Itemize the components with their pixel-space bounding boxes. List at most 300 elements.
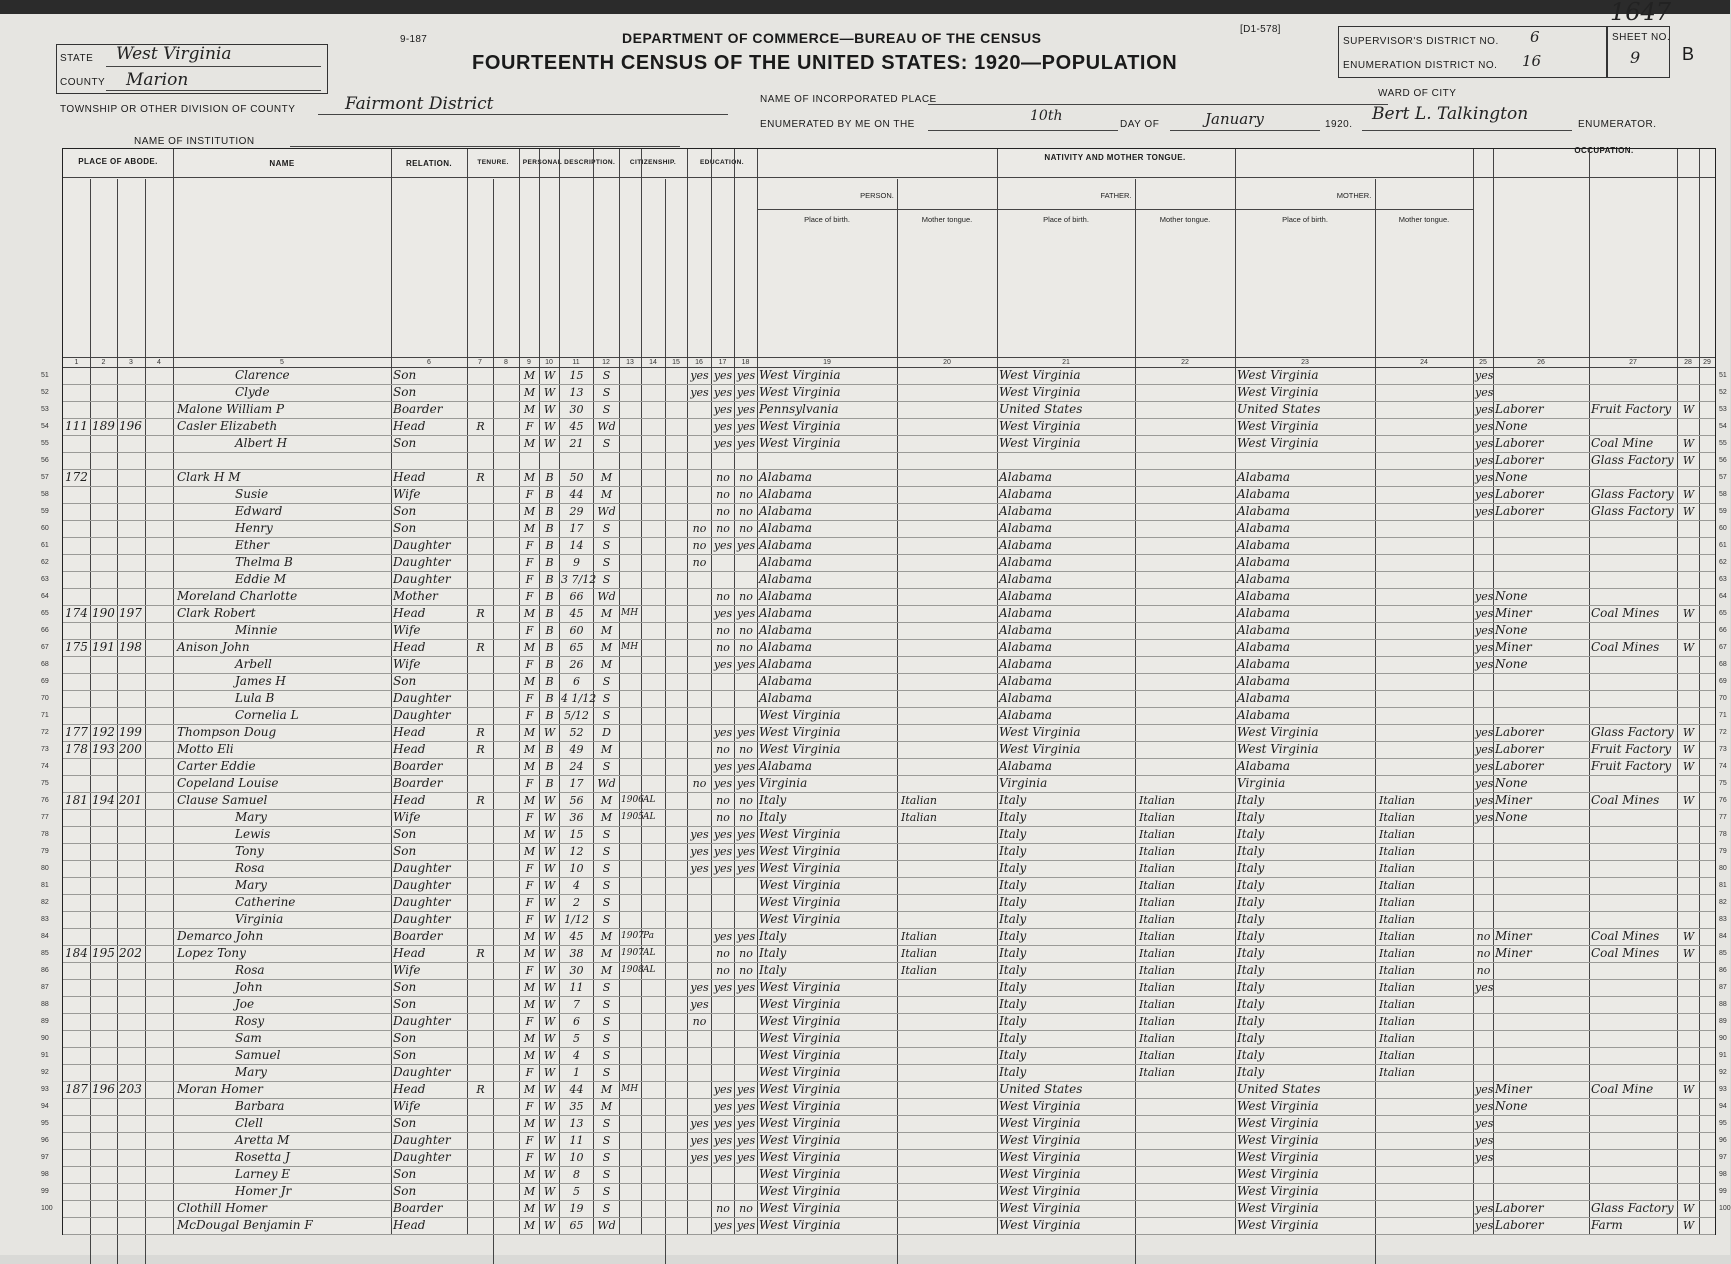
cell-cls: W [1682, 1219, 1695, 1232]
column-number: 15 [672, 359, 680, 366]
cell-rel: Daughter [393, 912, 451, 926]
cell-sex: M [523, 471, 536, 484]
header-rule [63, 357, 1715, 358]
cell-sex: M [523, 998, 536, 1011]
cell-read: yes [713, 1083, 733, 1096]
cell-age: 10 [569, 1151, 584, 1164]
cell-mar: S [602, 675, 611, 688]
cell-dwell: 196 [119, 419, 142, 433]
cell-nat: AL [643, 812, 656, 822]
line-number-right: 100 [1719, 1205, 1731, 1212]
line-number-right: 76 [1719, 797, 1727, 804]
group-nativity: NATIVITY AND MOTHER TONGUE. [1044, 153, 1186, 162]
cell-read: no [716, 794, 730, 807]
column-number: 16 [695, 359, 703, 366]
cell-rel: Head [393, 606, 426, 620]
cell-rel: Boarder [393, 759, 443, 773]
cell-write: no [739, 522, 753, 535]
cell-sex: M [523, 828, 536, 841]
census-year: 1920. [1325, 119, 1353, 130]
cell-mar: M [600, 471, 613, 484]
cell-fpob: West Virginia [999, 368, 1081, 382]
cell-race: B [545, 658, 554, 671]
incorporated-label: NAME OF INCORPORATED PLACE [760, 94, 937, 105]
cell-rel: Son [393, 521, 417, 535]
column-number: 20 [943, 359, 951, 366]
cell-name: Moreland Charlotte [177, 589, 298, 603]
cell-rel: Wife [393, 810, 421, 824]
cell-rel: Head [393, 946, 426, 960]
cell-trade: Laborer [1495, 504, 1544, 518]
cell-name: Clothill Homer [177, 1201, 268, 1215]
cell-mar: S [602, 879, 611, 892]
cell-sex: M [523, 1049, 536, 1062]
cell-mpob: Alabama [1237, 572, 1291, 586]
cell-write: no [739, 590, 753, 603]
cell-race: W [543, 1100, 556, 1113]
line-number-right: 75 [1719, 780, 1727, 787]
cell-age: 38 [569, 947, 584, 960]
cell-house: 189 [92, 419, 115, 433]
cell-write: yes [736, 930, 756, 943]
cell-mtongue: Italian [1379, 1049, 1416, 1062]
cell-fpob: West Virginia [999, 1167, 1081, 1181]
cell-mpob: West Virginia [1237, 436, 1319, 450]
cell-mar: M [600, 641, 613, 654]
cell-rel: Head [393, 1082, 426, 1096]
cell-age: 66 [569, 590, 584, 603]
cell-mpob: Italy [1237, 844, 1265, 858]
cell-ftongue: Italian [1139, 1015, 1176, 1028]
cell-mpob: Italy [1237, 946, 1265, 960]
cell-ind: Glass Factory [1591, 1201, 1674, 1215]
cell-write: no [739, 624, 753, 637]
column-rule [897, 179, 898, 1264]
cell-eng: yes [1475, 624, 1494, 637]
cell-age: 13 [569, 1117, 584, 1130]
cell-age: 12 [569, 845, 584, 858]
cell-race: W [543, 386, 556, 399]
cell-sex: M [523, 437, 536, 450]
cell-mpob: Italy [1237, 912, 1265, 926]
cell-pob: West Virginia [759, 878, 841, 892]
cell-fpob: Italy [999, 980, 1027, 994]
cell-ftongue: Italian [1139, 879, 1176, 892]
cell-mar: S [602, 692, 611, 705]
cell-fpob: West Virginia [999, 742, 1081, 756]
cell-ind: Fruit Factory [1591, 759, 1672, 773]
cell-ftongue: Italian [1139, 828, 1176, 841]
cell-ind: Glass Factory [1591, 487, 1674, 501]
cell-name: Samuel [235, 1048, 281, 1062]
sheet-value: 9 [1630, 48, 1641, 67]
cell-cls: W [1682, 794, 1695, 807]
cell-race: B [545, 760, 554, 773]
cell-race: B [545, 488, 554, 501]
line-number: 76 [41, 797, 49, 804]
cell-name: Mary [235, 1065, 267, 1079]
column-number: 14 [649, 359, 657, 366]
cell-write: yes [736, 658, 756, 671]
cell-sex: M [523, 1168, 536, 1181]
column-number: 8 [504, 359, 508, 366]
cell-race: W [543, 1015, 556, 1028]
column-number: 13 [626, 359, 634, 366]
cell-mar: S [602, 1049, 611, 1062]
cell-eng: yes [1475, 369, 1494, 382]
cell-read: yes [713, 437, 733, 450]
cell-ind: Fruit Factory [1591, 742, 1672, 756]
cell-age: 44 [569, 488, 584, 501]
cell-mpob: Italy [1237, 1048, 1265, 1062]
cell-sex: M [523, 794, 536, 807]
cell-dwell: 200 [119, 742, 142, 756]
cell-att: no [692, 1015, 707, 1028]
line-number: 94 [41, 1103, 49, 1110]
cell-read: no [716, 624, 730, 637]
cell-sex: M [523, 369, 536, 382]
cell-trade: None [1495, 419, 1528, 433]
cell-att: no [692, 777, 707, 790]
cell-age: 4 [573, 1049, 580, 1062]
cell-write: no [739, 505, 753, 518]
cell-ftongue: Italian [1139, 998, 1176, 1011]
cell-ftongue: Italian [1139, 811, 1176, 824]
column-number: 2 [101, 359, 106, 366]
cell-age: 52 [569, 726, 584, 739]
cell-cls: W [1682, 1083, 1695, 1096]
cell-ten: R [476, 641, 485, 654]
cell-mtongue: Italian [1379, 896, 1416, 909]
cell-fpob: Italy [999, 878, 1027, 892]
cell-ten: R [476, 1083, 485, 1096]
line-number: 88 [41, 1001, 49, 1008]
cell-mar: Wd [597, 505, 616, 518]
cell-rel: Wife [393, 623, 421, 637]
cell-mpob: Alabama [1237, 640, 1291, 654]
cell-read: yes [713, 845, 733, 858]
cell-read: yes [713, 828, 733, 841]
line-number: 70 [41, 695, 49, 702]
cell-fpob: West Virginia [999, 385, 1081, 399]
cell-mpob: West Virginia [1237, 368, 1319, 382]
census-table [41, 146, 1731, 1235]
cell-mpob: Virginia [1237, 776, 1286, 790]
line-number-right: 70 [1719, 695, 1727, 702]
cell-sex: F [525, 709, 534, 722]
cell-ftongue: Italian [1139, 947, 1176, 960]
cell-pob: Virginia [759, 776, 808, 790]
cell-name: Homer Jr [235, 1184, 292, 1198]
cell-ind: Coal Mines [1591, 793, 1660, 807]
line-number: 87 [41, 984, 49, 991]
cell-mpob: Italy [1237, 963, 1265, 977]
cell-read: yes [713, 1219, 733, 1232]
line-number: 54 [41, 423, 49, 430]
cell-age: 6 [573, 1015, 580, 1028]
cell-att: yes [690, 1117, 709, 1130]
cell-rel: Son [393, 1031, 417, 1045]
cell-read: yes [713, 403, 733, 416]
cell-mtongue: Italian [1379, 1066, 1416, 1079]
column-rule [90, 179, 91, 1264]
column-number: 18 [741, 359, 750, 366]
cell-rel: Mother [393, 589, 438, 603]
cell-mar: M [600, 488, 613, 501]
cell-yr: 1907 [621, 931, 644, 941]
cell-eng: yes [1475, 607, 1494, 620]
cell-mtongue: Italian [1379, 913, 1416, 926]
scan-top-edge [0, 0, 1730, 14]
line-number-right: 91 [1719, 1052, 1727, 1059]
line-number: 75 [41, 780, 49, 787]
cell-read: yes [713, 1134, 733, 1147]
cell-age: 45 [569, 930, 584, 943]
cell-rel: Son [393, 1048, 417, 1062]
cell-write: no [739, 471, 753, 484]
cell-mpob: Italy [1237, 878, 1265, 892]
cell-age: 17 [569, 522, 584, 535]
cell-sex: M [523, 1185, 536, 1198]
cell-age: 45 [569, 607, 584, 620]
cell-yr: 1908 [621, 965, 644, 975]
day-of-label: DAY OF [1120, 119, 1160, 130]
cell-cls: W [1682, 947, 1695, 960]
cell-trade: None [1495, 589, 1528, 603]
cell-name: Thompson Doug [177, 725, 277, 739]
column-rule [1677, 149, 1678, 1234]
cell-house: 194 [92, 793, 115, 807]
cell-rel: Wife [393, 1099, 421, 1113]
cell-mpob: Italy [1237, 1065, 1265, 1079]
cell-mtongue: Italian [1379, 879, 1416, 892]
line-number: 81 [41, 882, 49, 889]
cell-race: W [543, 1219, 556, 1232]
cell-rel: Son [393, 436, 417, 450]
cell-name: Casler Elizabeth [177, 419, 278, 433]
cell-fpob: Italy [999, 929, 1027, 943]
cell-fpob: Alabama [999, 589, 1053, 603]
cell-age: 15 [569, 369, 584, 382]
cell-tongue: Italian [901, 964, 938, 977]
subheader-mother-pob: Place of birth. [1282, 215, 1328, 224]
line-number: 99 [41, 1188, 49, 1195]
cell-eng: yes [1475, 1117, 1494, 1130]
cell-name: Motto Eli [177, 742, 234, 756]
cell-sex: M [523, 947, 536, 960]
cell-fpob: West Virginia [999, 419, 1081, 433]
cell-nat: AL [643, 965, 656, 975]
line-number: 78 [41, 831, 49, 838]
cell-mar: M [600, 930, 613, 943]
cell-pob: West Virginia [759, 997, 841, 1011]
cell-fpob: Alabama [999, 504, 1053, 518]
cell-rel: Boarder [393, 776, 443, 790]
column-number: 9 [527, 359, 531, 366]
cell-mar: Wd [597, 420, 616, 433]
cell-ind: Coal Mines [1591, 606, 1660, 620]
cell-race: W [543, 1032, 556, 1045]
cell-mpob: Italy [1237, 810, 1265, 824]
cell-ten: R [476, 726, 485, 739]
line-number: 84 [41, 933, 49, 940]
cell-race: W [543, 845, 556, 858]
cell-rel: Daughter [393, 1150, 451, 1164]
cell-pob: West Virginia [759, 1031, 841, 1045]
cell-house: 191 [92, 640, 115, 654]
page-stamp: 1647 [1610, 0, 1672, 26]
group-relation: RELATION. [405, 159, 453, 168]
subheader-father-pob: Place of birth. [1043, 215, 1089, 224]
column-number: 24 [1420, 359, 1428, 366]
cell-dwell: 197 [119, 606, 142, 620]
cell-pob: West Virginia [759, 1048, 841, 1062]
cell-fpob: Alabama [999, 572, 1053, 586]
cell-mpob: West Virginia [1237, 1167, 1319, 1181]
cell-write: yes [736, 1151, 756, 1164]
cell-fpob: Alabama [999, 623, 1053, 637]
cell-age: 56 [569, 794, 584, 807]
cell-trade: Laborer [1495, 759, 1544, 773]
cell-mar: M [600, 964, 613, 977]
line-number-right: 54 [1719, 423, 1727, 430]
cell-dwell: 201 [119, 793, 142, 807]
line-number: 86 [41, 967, 49, 974]
column-number: 10 [545, 359, 553, 366]
cell-yr: 1907 [621, 948, 644, 958]
cell-age: 65 [569, 641, 584, 654]
line-number: 61 [41, 542, 49, 549]
cell-race: W [543, 1202, 556, 1215]
cell-race: W [543, 420, 556, 433]
cell-read: no [716, 947, 730, 960]
cell-ten: R [476, 947, 485, 960]
cell-ftongue: Italian [1139, 1032, 1176, 1045]
cell-eng: yes [1475, 386, 1494, 399]
cell-rel: Daughter [393, 691, 451, 705]
cell-mtongue: Italian [1379, 811, 1416, 824]
cell-cls: W [1682, 930, 1695, 943]
line-number: 64 [41, 593, 49, 600]
cell-mar: D [602, 726, 611, 739]
cell-eng: yes [1475, 1202, 1494, 1215]
line-number-right: 79 [1719, 848, 1727, 855]
cell-age: 44 [569, 1083, 584, 1096]
cell-trade: None [1495, 657, 1528, 671]
cell-mpob: Alabama [1237, 589, 1291, 603]
cell-name: Henry [235, 521, 273, 535]
cell-pob: Italy [759, 929, 787, 943]
group-tenure: TENURE. [477, 159, 509, 166]
line-number: 93 [41, 1086, 49, 1093]
cell-mpob: Italy [1237, 793, 1265, 807]
cell-rel: Daughter [393, 555, 451, 569]
column-number: 29 [1703, 359, 1711, 366]
enumerator-value: Bert L. Talkington [1372, 104, 1529, 124]
cell-race: B [545, 641, 554, 654]
cell-age: 4 [573, 879, 580, 892]
cell-trade: Laborer [1495, 742, 1544, 756]
cell-ind: Glass Factory [1591, 504, 1674, 518]
cell-age: 11 [569, 1134, 584, 1147]
cell-fpob: Italy [999, 1014, 1027, 1028]
cell-mpob: West Virginia [1237, 1218, 1319, 1232]
cell-ind: Farm [1591, 1218, 1623, 1232]
cell-rel: Daughter [393, 1014, 451, 1028]
department-heading: DEPARTMENT OF COMMERCE—BUREAU OF THE CENSUS [622, 30, 1042, 46]
line-number-right: 98 [1719, 1171, 1727, 1178]
cell-rel: Head [393, 1218, 426, 1232]
county-label: COUNTY [60, 77, 106, 88]
column-rule [1589, 149, 1590, 1234]
cell-eng: yes [1475, 743, 1494, 756]
cell-pob: Alabama [759, 606, 813, 620]
cell-house: 190 [92, 606, 115, 620]
cell-age: 8 [573, 1168, 580, 1181]
county-value: Marion [126, 70, 189, 90]
cell-ten: R [476, 794, 485, 807]
group-occupation: OCCUPATION. [1574, 146, 1634, 155]
line-number-right: 87 [1719, 984, 1727, 991]
cell-sex: M [523, 1202, 536, 1215]
cell-fpob: West Virginia [999, 1201, 1081, 1215]
cell-write: yes [736, 386, 756, 399]
cell-fpob: United States [999, 1082, 1083, 1096]
subheader-person-tongue: Mother tongue. [921, 215, 973, 224]
cell-ind: Coal Mine [1591, 436, 1654, 450]
cell-age: 10 [569, 862, 584, 875]
cell-fpob: Italy [999, 1048, 1027, 1062]
line-number: 51 [41, 372, 49, 379]
cell-trade: Laborer [1495, 1218, 1544, 1232]
cell-street: 184 [65, 946, 88, 960]
cell-name: Copeland Louise [177, 776, 279, 790]
line-number-right: 85 [1719, 950, 1727, 957]
cell-eng: yes [1475, 403, 1494, 416]
line-number-right: 57 [1719, 474, 1727, 481]
cell-rel: Daughter [393, 1133, 451, 1147]
cell-fpob: Italy [999, 793, 1027, 807]
cell-sex: F [525, 692, 534, 705]
column-rule [687, 149, 688, 1234]
cell-rel: Son [393, 385, 417, 399]
cell-eng: yes [1475, 1134, 1494, 1147]
column-rule [1235, 149, 1236, 1234]
cell-yr: 1906 [621, 795, 644, 805]
cell-pob: Alabama [759, 640, 813, 654]
cell-pob: West Virginia [759, 385, 841, 399]
cell-sex: F [525, 1066, 534, 1079]
line-number-right: 82 [1719, 899, 1727, 906]
cell-mar: S [602, 1134, 611, 1147]
cell-rel: Head [393, 793, 426, 807]
cell-fpob: West Virginia [999, 1218, 1081, 1232]
line-number-right: 60 [1719, 525, 1727, 532]
cell-mar: S [602, 1066, 611, 1079]
cell-mpob: West Virginia [1237, 419, 1319, 433]
cell-pob: Alabama [759, 691, 813, 705]
cell-mar: S [602, 539, 611, 552]
cell-write: yes [736, 1134, 756, 1147]
cell-street: 187 [65, 1082, 88, 1096]
cell-yr: MH [621, 1084, 639, 1094]
cell-write: yes [736, 726, 756, 739]
cell-ind: Glass Factory [1591, 725, 1674, 739]
cell-mpob: Alabama [1237, 470, 1291, 484]
column-rule [734, 149, 735, 1234]
cell-age: 36 [569, 811, 584, 824]
cell-fpob: Alabama [999, 691, 1053, 705]
